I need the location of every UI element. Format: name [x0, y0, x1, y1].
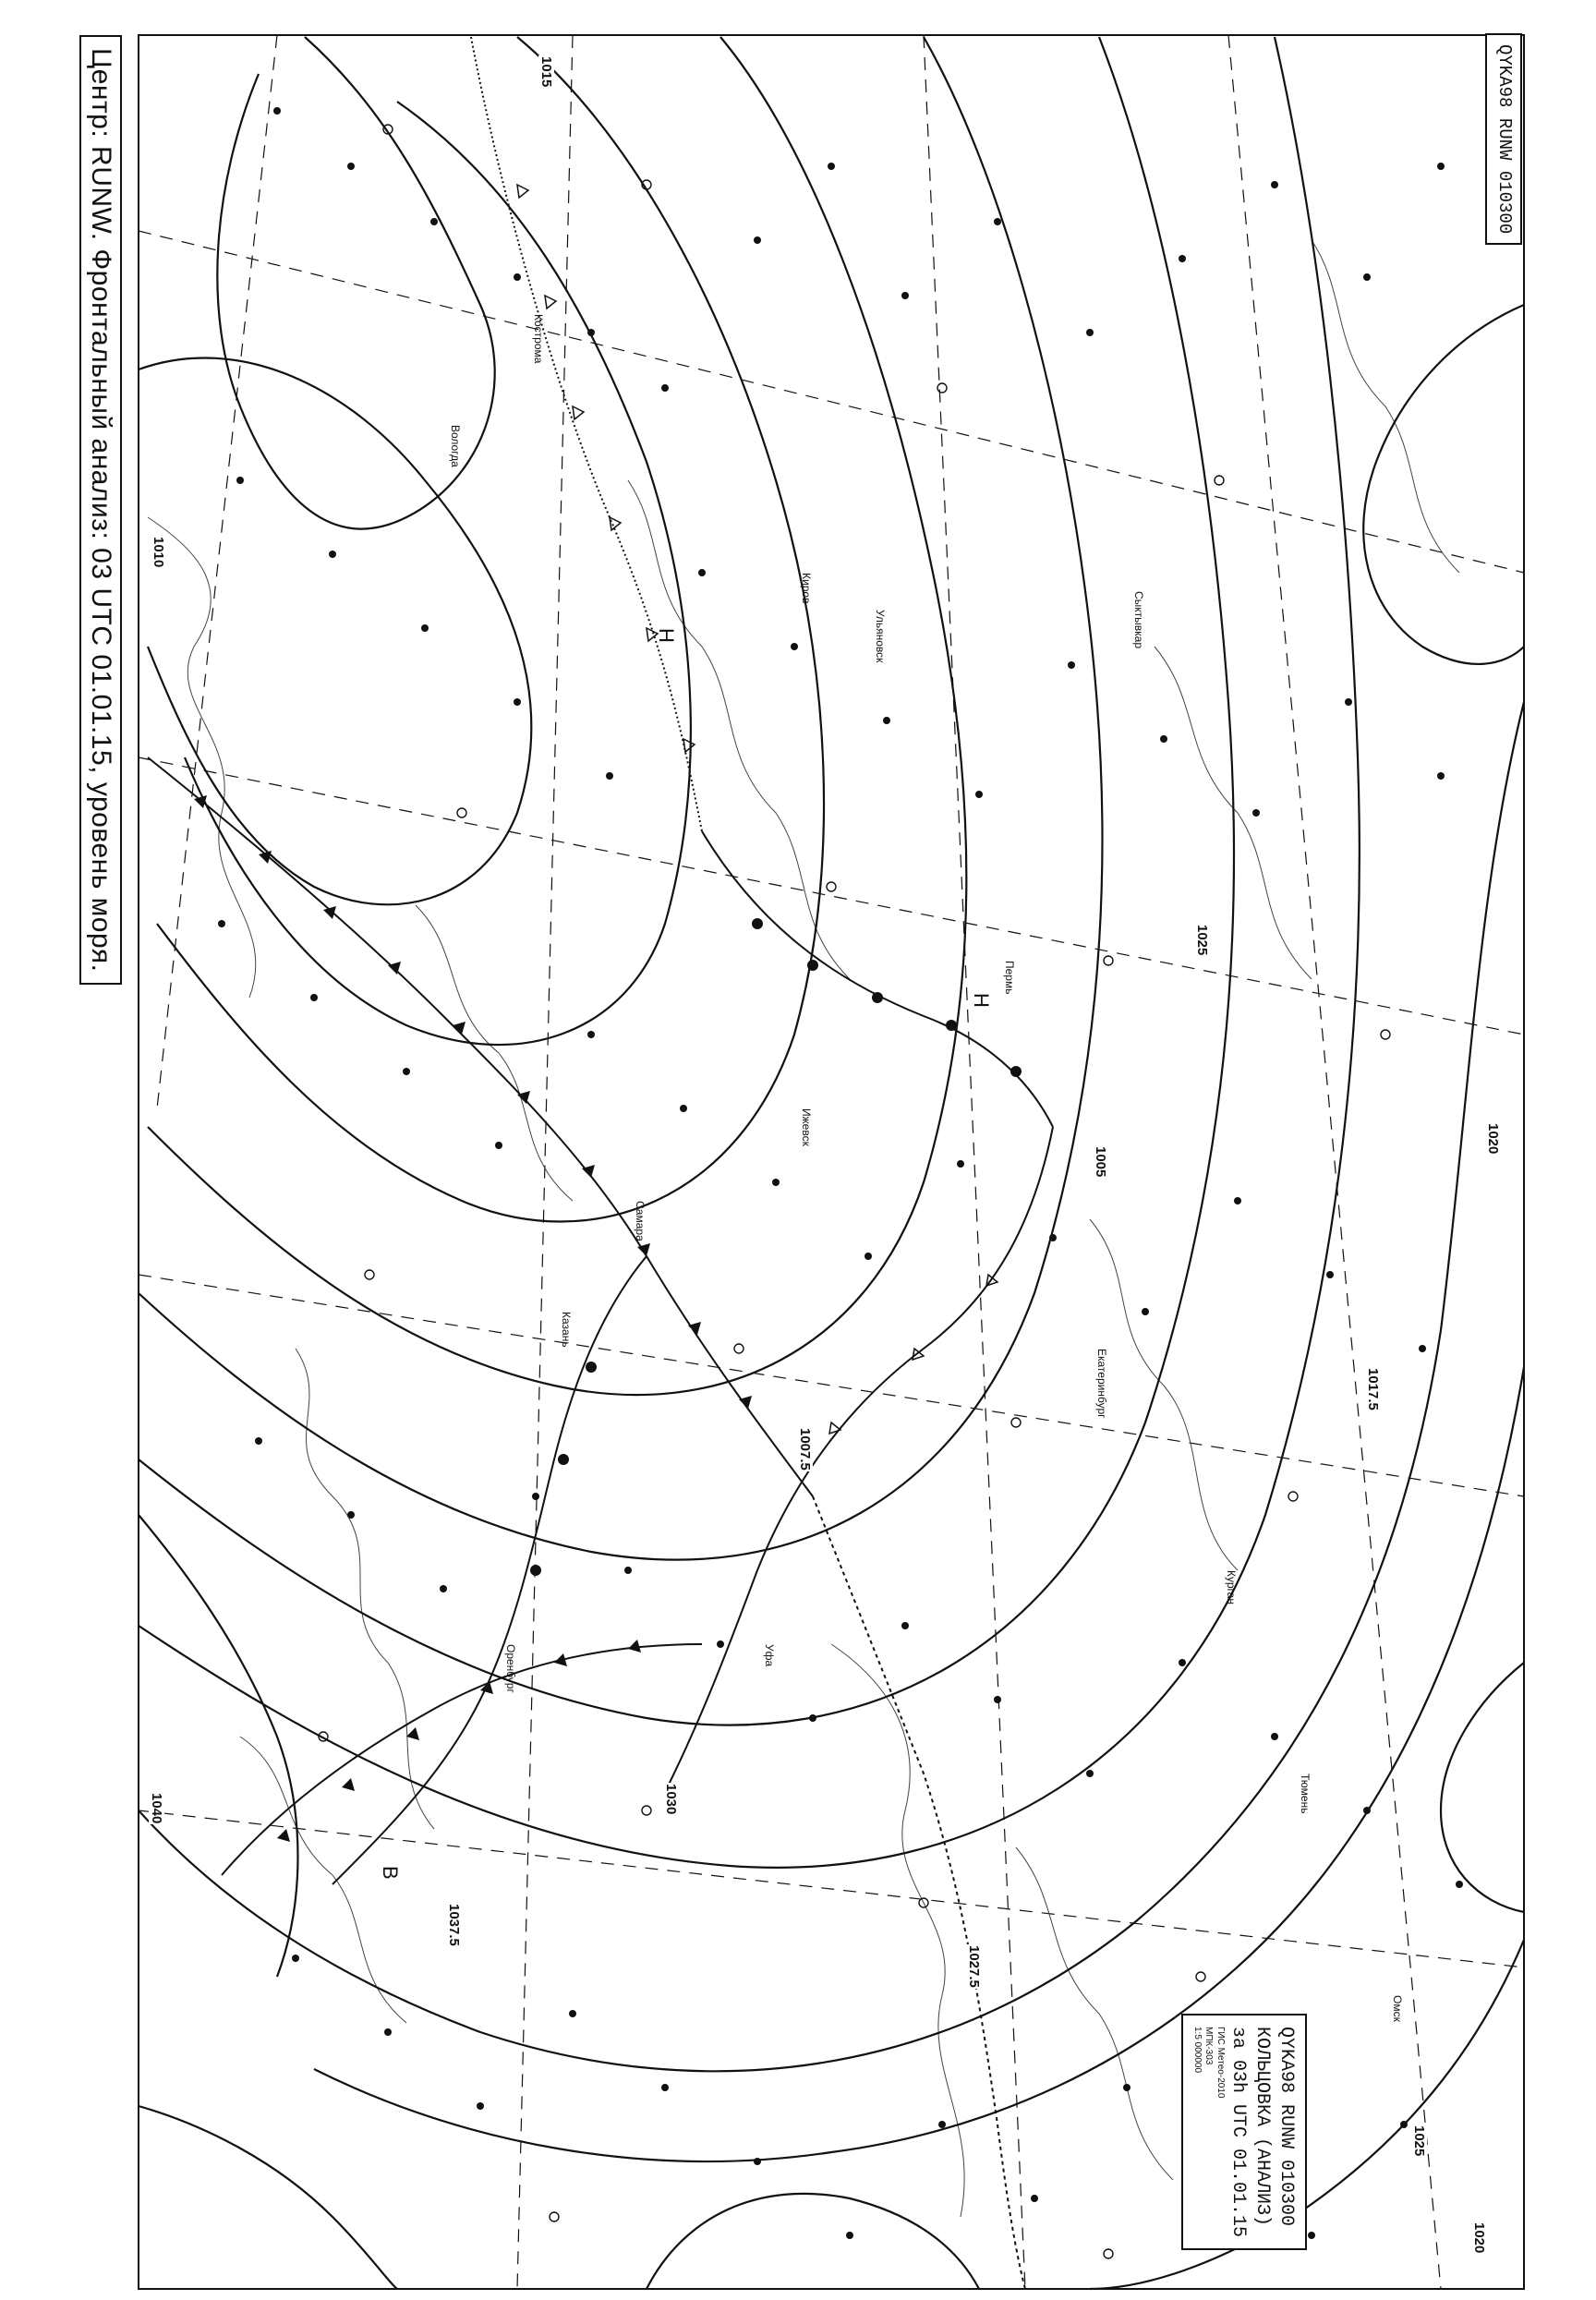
station-label: Самара — [634, 1201, 647, 1241]
map-title — [79, 35, 122, 985]
isobar-label: 1020 — [1471, 2222, 1487, 2254]
map-frame — [139, 35, 1524, 2289]
isobar-label: 1020 — [1485, 1123, 1501, 1155]
station-label: Казань — [560, 1312, 573, 1348]
station-label: Курган — [1225, 1570, 1238, 1604]
legend-software: ГИС Метео-2010 — [1215, 2027, 1226, 2099]
isobar-label: 1025 — [1194, 925, 1210, 956]
fronts — [148, 37, 1053, 2289]
low-pressure-center: Н — [970, 993, 993, 1008]
station-label: Киров — [800, 573, 813, 604]
geography-lines — [148, 240, 1459, 2217]
station-label: Екатеринбург — [1095, 1349, 1108, 1419]
legend-system: МПК-303 — [1203, 2027, 1215, 2065]
station-label: Вологда — [449, 425, 462, 467]
station-plots — [218, 107, 1463, 2239]
station-label: Уфа — [763, 1644, 776, 1667]
map-code-text: QYKA98 RUNW 010300 — [1494, 44, 1515, 235]
cold-front-symbols — [194, 795, 752, 1842]
station-label: Тюмень — [1299, 1773, 1312, 1814]
isobar-label: 1015 — [538, 56, 554, 88]
isobar-label: 1040 — [149, 1793, 164, 1824]
legend-time: за 03h UTC 01.01.15 — [1227, 2027, 1249, 2238]
low-pressure-center: Н — [655, 628, 678, 643]
isobar-label: 1030 — [663, 1784, 679, 1815]
station-label: Сыктывкар — [1132, 591, 1145, 649]
station-label: Пермь — [1003, 961, 1016, 995]
station-label: Кострома — [532, 314, 545, 364]
station-label: Оренбург — [504, 1644, 517, 1693]
isobar-label: 1005 — [1093, 1146, 1108, 1178]
station-label: Ульяновск — [874, 610, 887, 663]
station-label: Ижевск — [800, 1108, 813, 1146]
station-plot-rings — [319, 125, 1390, 2258]
occlusion-symbols — [517, 185, 998, 1434]
isobar-label: 1027.5 — [966, 1945, 982, 1988]
isobar-label: 1017.5 — [1365, 1368, 1381, 1410]
isobar-label: 1010 — [151, 537, 166, 568]
station-label: Омск — [1391, 1995, 1404, 2022]
isobar-label: 1007.5 — [797, 1428, 813, 1471]
map-code-stamp — [1485, 33, 1522, 245]
isobar-label: 1025 — [1411, 2125, 1427, 2157]
isobars — [139, 37, 1524, 2289]
coordinate-grid — [139, 35, 1524, 2289]
warm-front-symbols — [530, 918, 1022, 1576]
high-pressure-center: В — [379, 1866, 402, 1880]
legend-code: QYKA98 RUNW 010300 — [1276, 2027, 1297, 2227]
legend-scale: 1:5 000000 — [1192, 2027, 1203, 2074]
isobar-label: 1037.5 — [446, 1904, 462, 1946]
map-legend — [1182, 2014, 1308, 2250]
legend-station: КОЛЬЦОВКА (АНАЛИЗ) — [1251, 2027, 1273, 2227]
map-title-text: Центр: RUNW. Фронтальный анализ: 03 UTC 01.01.15, уровень моря. — [86, 48, 116, 973]
